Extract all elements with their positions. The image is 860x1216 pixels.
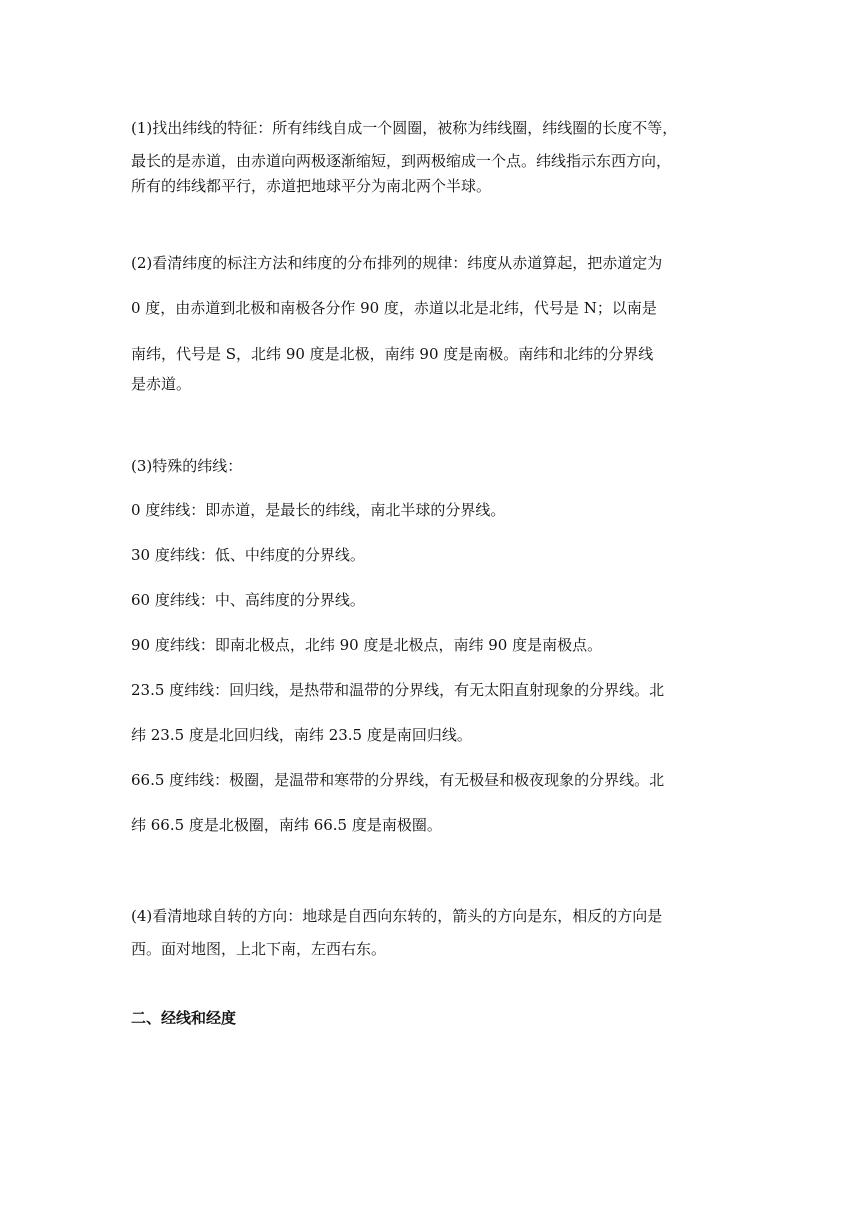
latitude-66-5-line-2: 纬 66.5 度是北极圈，南纬 66.5 度是南极圈。 (131, 816, 442, 834)
paragraph-3-title: (3)特殊的纬线： (131, 457, 243, 475)
paragraph-2-line-3: 南纬，代号是 S，北纬 90 度是北极，南纬 90 度是南极。南纬和北纬的分界线 (131, 345, 654, 363)
latitude-30-line: 30 度纬线：低、中纬度的分界线。 (131, 546, 365, 564)
latitude-23-5-line-2: 纬 23.5 度是北回归线，南纬 23.5 度是南回归线。 (131, 726, 472, 744)
paragraph-4-line-2: 西。面对地图，上北下南，左西右东。 (131, 940, 387, 958)
paragraph-1-line-2: 最长的是赤道，由赤道向两极逐渐缩短，到两极缩成一个点。纬线指示东西方向， (131, 152, 672, 170)
paragraph-2-line-2: 0 度，由赤道到北极和南极各分作 90 度，赤道以北是北纬，代号是 N；以南是 (131, 299, 657, 317)
paragraph-4-line-1: (4)看清地球自转的方向：地球是自西向东转的，箭头的方向是东，相反的方向是 (131, 907, 663, 925)
latitude-66-5-line-1: 66.5 度纬线：极圈，是温带和寒带的分界线，有无极昼和极夜现象的分界线。北 (131, 771, 665, 789)
paragraph-2-line-1: (2)看清纬度的标注方法和纬度的分布排列的规律：纬度从赤道算起，把赤道定为 (131, 254, 663, 272)
latitude-23-5-line-1: 23.5 度纬线：回归线，是热带和温带的分界线，有无太阳直射现象的分界线。北 (131, 681, 665, 699)
section-heading: 二、经线和经度 (131, 1009, 237, 1027)
latitude-60-line: 60 度纬线：中、高纬度的分界线。 (131, 591, 365, 609)
latitude-0-line: 0 度纬线：即赤道，是最长的纬线，南北半球的分界线。 (131, 501, 506, 519)
paragraph-1-line-3: 所有的纬线都平行，赤道把地球平分为南北两个半球。 (131, 177, 492, 195)
paragraph-2-line-4: 是赤道。 (131, 375, 192, 393)
latitude-90-line: 90 度纬线：即南北极点，北纬 90 度是北极点，南纬 90 度是南极点。 (131, 636, 603, 654)
paragraph-1-line-1: (1)找出纬线的特征：所有纬线自成一个圆圈，被称为纬线圈，纬线圈的长度不等， (131, 119, 678, 137)
